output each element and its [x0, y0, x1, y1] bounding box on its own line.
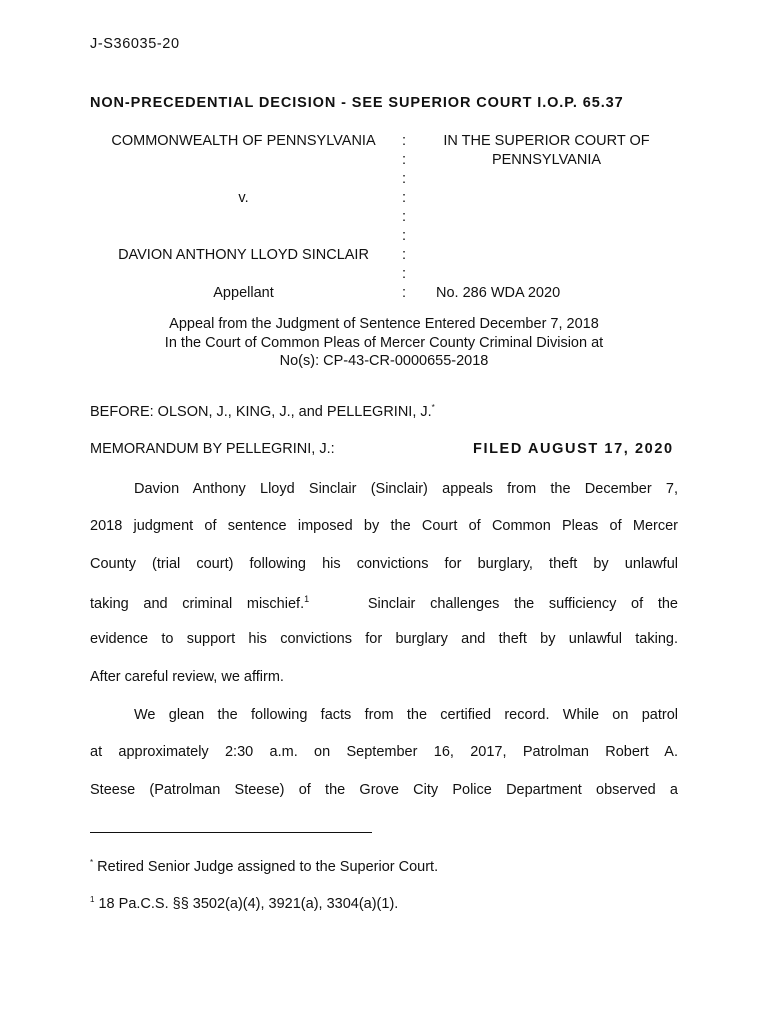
caption-colon: : — [402, 190, 407, 206]
body-line: We glean the following facts from the certified record. While on patrol — [134, 707, 678, 723]
footnote-text: Retired Senior Judge assigned to the Superior Court. — [97, 858, 439, 875]
caption-court-line1: IN THE SUPERIOR COURT OF — [443, 133, 650, 149]
body-line: at approximately 2:30 a.m. on September 16, 2017, Patrolman Robert A. — [90, 744, 678, 760]
appeal-line: In the Court of Common Pleas of Mercer County Criminal Division at — [164, 334, 604, 351]
footnote-ref: 1 — [304, 594, 310, 604]
body-line: Davion Anthony Lloyd Sinclair (Sinclair) appeals from the December 7, — [134, 481, 678, 497]
footnote-mark: 1 — [90, 895, 95, 904]
caption-colon: : — [402, 266, 407, 282]
caption-role: Appellant — [213, 285, 274, 301]
caption-plaintiff: COMMONWEALTH OF PENNSYLVANIA — [111, 133, 376, 149]
body-line: After careful review, we affirm. — [90, 669, 284, 685]
caption-versus: v. — [238, 190, 249, 206]
footnote-text: 18 Pa.C.S. §§ 3502(a)(4), 3921(a), 3304(a)(1). — [98, 895, 399, 912]
caption-colon: : — [402, 171, 407, 187]
footnote-ref: * — [431, 403, 435, 412]
footnote-mark: * — [90, 858, 94, 867]
caption-colon: : — [402, 133, 407, 149]
before-panel — [90, 403, 435, 420]
caption-colon: : — [402, 152, 407, 168]
body-line: County (trial court) following his convictions for burglary, theft by unlawful — [90, 556, 678, 572]
caption-colon: : — [402, 209, 407, 225]
body-line: Steese (Patrolman Steese) of the Grove City Police Department observed a — [90, 782, 678, 798]
caption-defendant: DAVION ANTHONY LLOYD SINCLAIR — [118, 247, 369, 263]
footnote-divider — [90, 832, 372, 833]
caption-colon: : — [402, 228, 407, 244]
filed-date: FILED AUGUST 17, 2020 — [473, 441, 674, 457]
body-text: Sinclair challenges the sufficiency of the — [367, 595, 678, 612]
body-line: evidence to support his convictions for burglary and theft by unlawful taking. — [90, 631, 678, 647]
memorandum-author: MEMORANDUM BY PELLEGRINI, J.: — [90, 441, 335, 457]
body-line — [90, 594, 678, 612]
caption-colon: : — [402, 285, 407, 301]
appeal-line: Appeal from the Judgment of Sentence Entered December 7, 2018 — [169, 316, 599, 332]
appeal-line: No(s): CP-43-CR-0000655-2018 — [279, 353, 489, 369]
document-id: J-S36035-20 — [90, 36, 180, 52]
footnote — [90, 858, 438, 875]
caption-court-line2: PENNSYLVANIA — [491, 152, 602, 168]
body-line: 2018 judgment of sentence imposed by the Court of Common Pleas of Mercer — [90, 518, 678, 534]
caption-colon: : — [402, 247, 407, 263]
before-text: BEFORE: OLSON, J., KING, J., and PELLEGRINI, J. — [90, 403, 432, 420]
caption-docket-number: No. 286 WDA 2020 — [436, 285, 561, 301]
body-text: taking and criminal mischief. — [90, 595, 305, 612]
footnote — [90, 895, 398, 912]
non-precedential-header: NON-PRECEDENTIAL DECISION - SEE SUPERIOR COURT I.O.P. 65.37 — [90, 95, 624, 111]
appeal-statement — [90, 315, 678, 371]
